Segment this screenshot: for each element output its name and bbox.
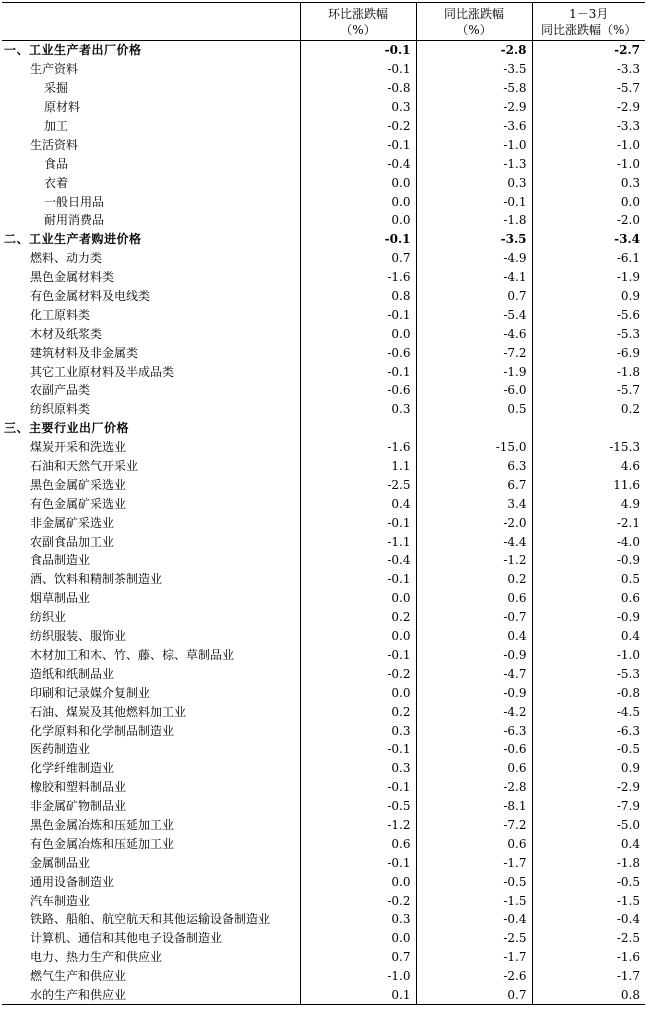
ytd-value: -6.9 [532, 343, 645, 362]
table-row [2, 646, 645, 665]
row-label: 非金属矿物制品业 [30, 799, 127, 814]
row-label: 二、工业生产者购进价格 [4, 232, 142, 247]
header-mom-line1: 环比涨跌幅 [327, 6, 388, 21]
price-index-table [2, 2, 645, 1005]
mom-value: 0.3 [300, 910, 416, 929]
mom-value: 0.2 [300, 608, 416, 627]
mom-value: -0.1 [300, 853, 416, 872]
yoy-value: -1.5 [416, 891, 532, 910]
row-label: 生产资料 [30, 62, 79, 77]
ytd-value: -5.0 [532, 816, 645, 835]
yoy-value: 0.5 [416, 400, 532, 419]
mom-value: -0.5 [300, 797, 416, 816]
yoy-value: 0.6 [416, 834, 532, 853]
table-row [2, 287, 645, 306]
yoy-value [416, 419, 532, 438]
table-row [2, 324, 645, 343]
ytd-value: -1.0 [532, 646, 645, 665]
table-row [2, 343, 645, 362]
ytd-value: 0.9 [532, 287, 645, 306]
ytd-value: -4.5 [532, 702, 645, 721]
mom-value: 0.0 [300, 589, 416, 608]
ytd-value: -3.4 [532, 230, 645, 249]
yoy-value: -4.6 [416, 324, 532, 343]
mom-value: -0.1 [300, 60, 416, 79]
row-label: 衣着 [44, 175, 69, 190]
ytd-value: 0.2 [532, 400, 645, 419]
table-row [2, 551, 645, 570]
mom-value: 0.0 [300, 192, 416, 211]
ytd-value: 0.3 [532, 173, 645, 192]
yoy-value: -8.1 [416, 797, 532, 816]
row-label: 其它工业原材料及半成品类 [30, 364, 175, 379]
ytd-value: -6.1 [532, 249, 645, 268]
ytd-value: -15.3 [532, 438, 645, 457]
table-row [2, 381, 645, 400]
ytd-value: 4.9 [532, 494, 645, 513]
row-label: 有色金属冶炼和压延加工业 [30, 836, 175, 851]
yoy-value: -0.5 [416, 872, 532, 891]
mom-value: -0.1 [300, 305, 416, 324]
ytd-value: 0.4 [532, 834, 645, 853]
row-label: 采掘 [44, 81, 69, 96]
table-row [2, 702, 645, 721]
mom-value: 0.6 [300, 834, 416, 853]
ytd-value: -0.5 [532, 872, 645, 891]
header-yoy-line2: （%） [456, 22, 492, 37]
row-label: 化学原料和化学制品制造业 [30, 723, 175, 738]
yoy-value: -3.5 [416, 230, 532, 249]
table-row [2, 853, 645, 872]
row-label: 燃气生产和供应业 [30, 969, 127, 984]
mom-value: -1.1 [300, 532, 416, 551]
ytd-value: -2.9 [532, 778, 645, 797]
mom-value: -1.6 [300, 268, 416, 287]
row-label: 化工原料类 [30, 307, 91, 322]
row-label: 纺织原料类 [30, 402, 91, 417]
mom-value: -0.1 [300, 135, 416, 154]
table-row [2, 891, 645, 910]
yoy-value: 0.6 [416, 759, 532, 778]
row-label: 耐用消费品 [44, 213, 105, 228]
ytd-value: -1.0 [532, 135, 645, 154]
row-label: 食品制造业 [30, 553, 91, 568]
ytd-value: -5.3 [532, 324, 645, 343]
ytd-value: -3.3 [532, 60, 645, 79]
ytd-value: 11.6 [532, 475, 645, 494]
yoy-value: -2.6 [416, 967, 532, 986]
row-label: 三、主要行业出厂价格 [4, 421, 130, 436]
ytd-value: -7.9 [532, 797, 645, 816]
row-label: 一般日用品 [44, 194, 105, 209]
table-row [2, 721, 645, 740]
yoy-value: 0.2 [416, 570, 532, 589]
table-row [2, 967, 645, 986]
row-label: 一、工业生产者出厂价格 [4, 43, 142, 58]
table-row [2, 872, 645, 891]
row-label: 烟草制品业 [30, 591, 91, 606]
yoy-value: -4.9 [416, 249, 532, 268]
row-label: 有色金属矿采选业 [30, 496, 127, 511]
mom-value: 0.0 [300, 211, 416, 230]
table-row [2, 135, 645, 154]
mom-value: -0.4 [300, 551, 416, 570]
yoy-value: 0.4 [416, 627, 532, 646]
row-label: 木材及纸浆类 [30, 326, 103, 341]
table-row [2, 797, 645, 816]
ytd-value: 0.4 [532, 627, 645, 646]
mom-value: -0.1 [300, 778, 416, 797]
section-row [2, 41, 645, 60]
table-row [2, 117, 645, 136]
row-label: 纺织业 [30, 610, 67, 625]
table-row [2, 570, 645, 589]
table-row [2, 929, 645, 948]
row-label: 铁路、船舶、航空航天和其他运输设备制造业 [30, 912, 271, 927]
table-row [2, 268, 645, 287]
row-label: 建筑材料及非金属类 [30, 345, 139, 360]
ytd-value: -0.4 [532, 910, 645, 929]
mom-value: -0.2 [300, 117, 416, 136]
ytd-value: -2.5 [532, 929, 645, 948]
row-label: 原材料 [44, 100, 81, 115]
row-label: 木材加工和木、竹、藤、棕、草制品业 [30, 647, 235, 662]
ytd-value: 0.9 [532, 759, 645, 778]
row-label: 食品 [44, 156, 69, 171]
table-header [2, 3, 645, 41]
row-label: 纺织服装、服饰业 [30, 629, 127, 644]
row-label: 生活资料 [30, 137, 79, 152]
yoy-value: -0.6 [416, 740, 532, 759]
row-label: 医药制造业 [30, 742, 91, 757]
yoy-value: -4.2 [416, 702, 532, 721]
table-row [2, 834, 645, 853]
table-row [2, 759, 645, 778]
mom-value: -1.6 [300, 438, 416, 457]
ytd-value: -5.3 [532, 664, 645, 683]
mom-value: -0.2 [300, 891, 416, 910]
table-row [2, 513, 645, 532]
mom-value: 0.3 [300, 98, 416, 117]
row-label: 农副产品类 [30, 383, 91, 398]
ytd-value: -3.3 [532, 117, 645, 136]
mom-value: 0.0 [300, 324, 416, 343]
yoy-value: -0.9 [416, 683, 532, 702]
mom-value: -0.1 [300, 41, 416, 60]
mom-value: -0.1 [300, 230, 416, 249]
ytd-value: 0.0 [532, 192, 645, 211]
mom-value: 0.0 [300, 627, 416, 646]
table-row [2, 816, 645, 835]
row-label: 计算机、通信和其他电子设备制造业 [30, 931, 223, 946]
yoy-value: -1.8 [416, 211, 532, 230]
table-row [2, 494, 645, 513]
mom-value: 0.0 [300, 929, 416, 948]
header-yoy-change [416, 3, 532, 41]
mom-value: -2.5 [300, 475, 416, 494]
header-ytd-line2: 同比涨跌幅（%） [541, 22, 637, 37]
ytd-value: -1.7 [532, 967, 645, 986]
mom-value: 0.0 [300, 173, 416, 192]
ytd-value: -2.1 [532, 513, 645, 532]
mom-value: -0.6 [300, 343, 416, 362]
yoy-value: 6.3 [416, 457, 532, 476]
row-label: 金属制品业 [30, 855, 91, 870]
table-row [2, 192, 645, 211]
yoy-value: -2.8 [416, 41, 532, 60]
row-label: 非金属矿采选业 [30, 515, 115, 530]
ytd-value: -1.8 [532, 853, 645, 872]
table-row [2, 362, 645, 381]
yoy-value: -7.2 [416, 343, 532, 362]
mom-value: -1.2 [300, 816, 416, 835]
header-yoy-line1: 同比涨跌幅 [443, 6, 504, 21]
row-label: 化学纤维制造业 [30, 761, 115, 776]
table-row [2, 608, 645, 627]
header-row [2, 3, 645, 41]
table-row [2, 910, 645, 929]
row-label: 印刷和记录媒介复制业 [30, 685, 151, 700]
section-row [2, 419, 645, 438]
yoy-value: -0.7 [416, 608, 532, 627]
yoy-value: -6.3 [416, 721, 532, 740]
table-row [2, 627, 645, 646]
yoy-value: -15.0 [416, 438, 532, 457]
yoy-value: -2.0 [416, 513, 532, 532]
yoy-value: -3.5 [416, 60, 532, 79]
ytd-value: 0.5 [532, 570, 645, 589]
yoy-value: -1.2 [416, 551, 532, 570]
mom-value: -1.0 [300, 967, 416, 986]
yoy-value: -3.6 [416, 117, 532, 136]
mom-value: 1.1 [300, 457, 416, 476]
ytd-value: -5.7 [532, 381, 645, 400]
table-row [2, 154, 645, 173]
row-label: 通用设备制造业 [30, 874, 115, 889]
mom-value: 0.2 [300, 702, 416, 721]
mom-value: 0.7 [300, 948, 416, 967]
yoy-value: 0.6 [416, 589, 532, 608]
yoy-value: -1.3 [416, 154, 532, 173]
table-row [2, 305, 645, 324]
yoy-value: -0.1 [416, 192, 532, 211]
mom-value: 0.0 [300, 683, 416, 702]
ytd-value: -0.5 [532, 740, 645, 759]
table-row [2, 438, 645, 457]
mom-value: 0.8 [300, 287, 416, 306]
yoy-value: -0.4 [416, 910, 532, 929]
ytd-value: 0.6 [532, 589, 645, 608]
yoy-value: -4.1 [416, 268, 532, 287]
table-row [2, 948, 645, 967]
mom-value: 0.3 [300, 400, 416, 419]
ytd-value: -0.9 [532, 551, 645, 570]
row-label: 有色金属材料及电线类 [30, 289, 151, 304]
mom-value: 0.4 [300, 494, 416, 513]
table-row [2, 475, 645, 494]
mom-value: -0.2 [300, 664, 416, 683]
yoy-value: 0.7 [416, 287, 532, 306]
table-row [2, 98, 645, 117]
mom-value: -0.1 [300, 646, 416, 665]
ytd-value: -2.9 [532, 98, 645, 117]
ytd-value: 4.6 [532, 457, 645, 476]
row-label: 石油和天然气开采业 [30, 459, 139, 474]
yoy-value: -5.8 [416, 79, 532, 98]
table-row [2, 778, 645, 797]
mom-value: -0.6 [300, 381, 416, 400]
mom-value: -0.1 [300, 513, 416, 532]
yoy-value: 0.7 [416, 986, 532, 1005]
yoy-value: -1.9 [416, 362, 532, 381]
row-label: 造纸和纸制品业 [30, 666, 115, 681]
table-row [2, 400, 645, 419]
header-label-cell [2, 3, 300, 41]
row-label: 黑色金属矿采选业 [30, 477, 127, 492]
row-label: 黑色金属材料类 [30, 270, 115, 285]
ytd-value: -1.8 [532, 362, 645, 381]
header-ytd-change [532, 3, 645, 41]
row-label: 燃料、动力类 [30, 251, 103, 266]
yoy-value: 3.4 [416, 494, 532, 513]
mom-value: -0.1 [300, 570, 416, 589]
mom-value [300, 419, 416, 438]
row-label: 加工 [44, 119, 69, 133]
ytd-value: -1.6 [532, 948, 645, 967]
yoy-value: -4.4 [416, 532, 532, 551]
yoy-value: -2.8 [416, 778, 532, 797]
table-row [2, 740, 645, 759]
mom-value: 0.7 [300, 249, 416, 268]
header-mom-line2: （%） [340, 22, 376, 37]
table-body [2, 41, 645, 1005]
ytd-value: -0.9 [532, 608, 645, 627]
table-row [2, 589, 645, 608]
ytd-value: -1.9 [532, 268, 645, 287]
ytd-value: -5.6 [532, 305, 645, 324]
row-label: 黑色金属冶炼和压延加工业 [30, 817, 175, 832]
price-index-table-container [2, 2, 645, 1004]
table-row [2, 211, 645, 230]
yoy-value: -2.9 [416, 98, 532, 117]
ytd-value: -2.0 [532, 211, 645, 230]
row-label: 电力、热力生产和供应业 [30, 950, 163, 965]
ytd-value: -1.5 [532, 891, 645, 910]
row-label: 农副食品加工业 [30, 534, 115, 549]
mom-value: -0.1 [300, 362, 416, 381]
row-label: 橡胶和塑料制品业 [30, 780, 127, 795]
header-ytd-line1: 1－3月 [569, 6, 609, 21]
mom-value: -0.4 [300, 154, 416, 173]
ytd-value: -5.7 [532, 79, 645, 98]
yoy-value: -4.7 [416, 664, 532, 683]
mom-value: 0.3 [300, 721, 416, 740]
table-row [2, 664, 645, 683]
yoy-value: 0.3 [416, 173, 532, 192]
yoy-value: 6.7 [416, 475, 532, 494]
yoy-value: -2.5 [416, 929, 532, 948]
header-mom-change [300, 3, 416, 41]
mom-value: 0.1 [300, 986, 416, 1005]
row-label: 水的生产和供应业 [30, 987, 127, 1002]
ytd-value [532, 419, 645, 438]
table-row [2, 79, 645, 98]
yoy-value: -1.0 [416, 135, 532, 154]
ytd-value: -2.7 [532, 41, 645, 60]
table-row [2, 60, 645, 79]
ytd-value: -6.3 [532, 721, 645, 740]
section-row [2, 230, 645, 249]
mom-value: 0.0 [300, 872, 416, 891]
table-row [2, 249, 645, 268]
table-row [2, 986, 645, 1005]
yoy-value: -0.9 [416, 646, 532, 665]
ytd-value: -1.0 [532, 154, 645, 173]
table-row [2, 532, 645, 551]
table-row [2, 457, 645, 476]
row-label: 汽车制造业 [30, 893, 91, 908]
ytd-value: -0.8 [532, 683, 645, 702]
yoy-value: -1.7 [416, 948, 532, 967]
ytd-value: 0.8 [532, 986, 645, 1005]
mom-value: -0.8 [300, 79, 416, 98]
yoy-value: -7.2 [416, 816, 532, 835]
table-row [2, 683, 645, 702]
mom-value: 0.3 [300, 759, 416, 778]
yoy-value: -5.4 [416, 305, 532, 324]
row-label: 石油、煤炭及其他燃料加工业 [30, 704, 187, 719]
yoy-value: -6.0 [416, 381, 532, 400]
table-row [2, 173, 645, 192]
mom-value: -0.1 [300, 740, 416, 759]
row-label: 煤炭开采和洗选业 [30, 440, 127, 455]
row-label: 酒、饮料和精制茶制造业 [30, 572, 163, 587]
ytd-value: -4.0 [532, 532, 645, 551]
yoy-value: -1.7 [416, 853, 532, 872]
